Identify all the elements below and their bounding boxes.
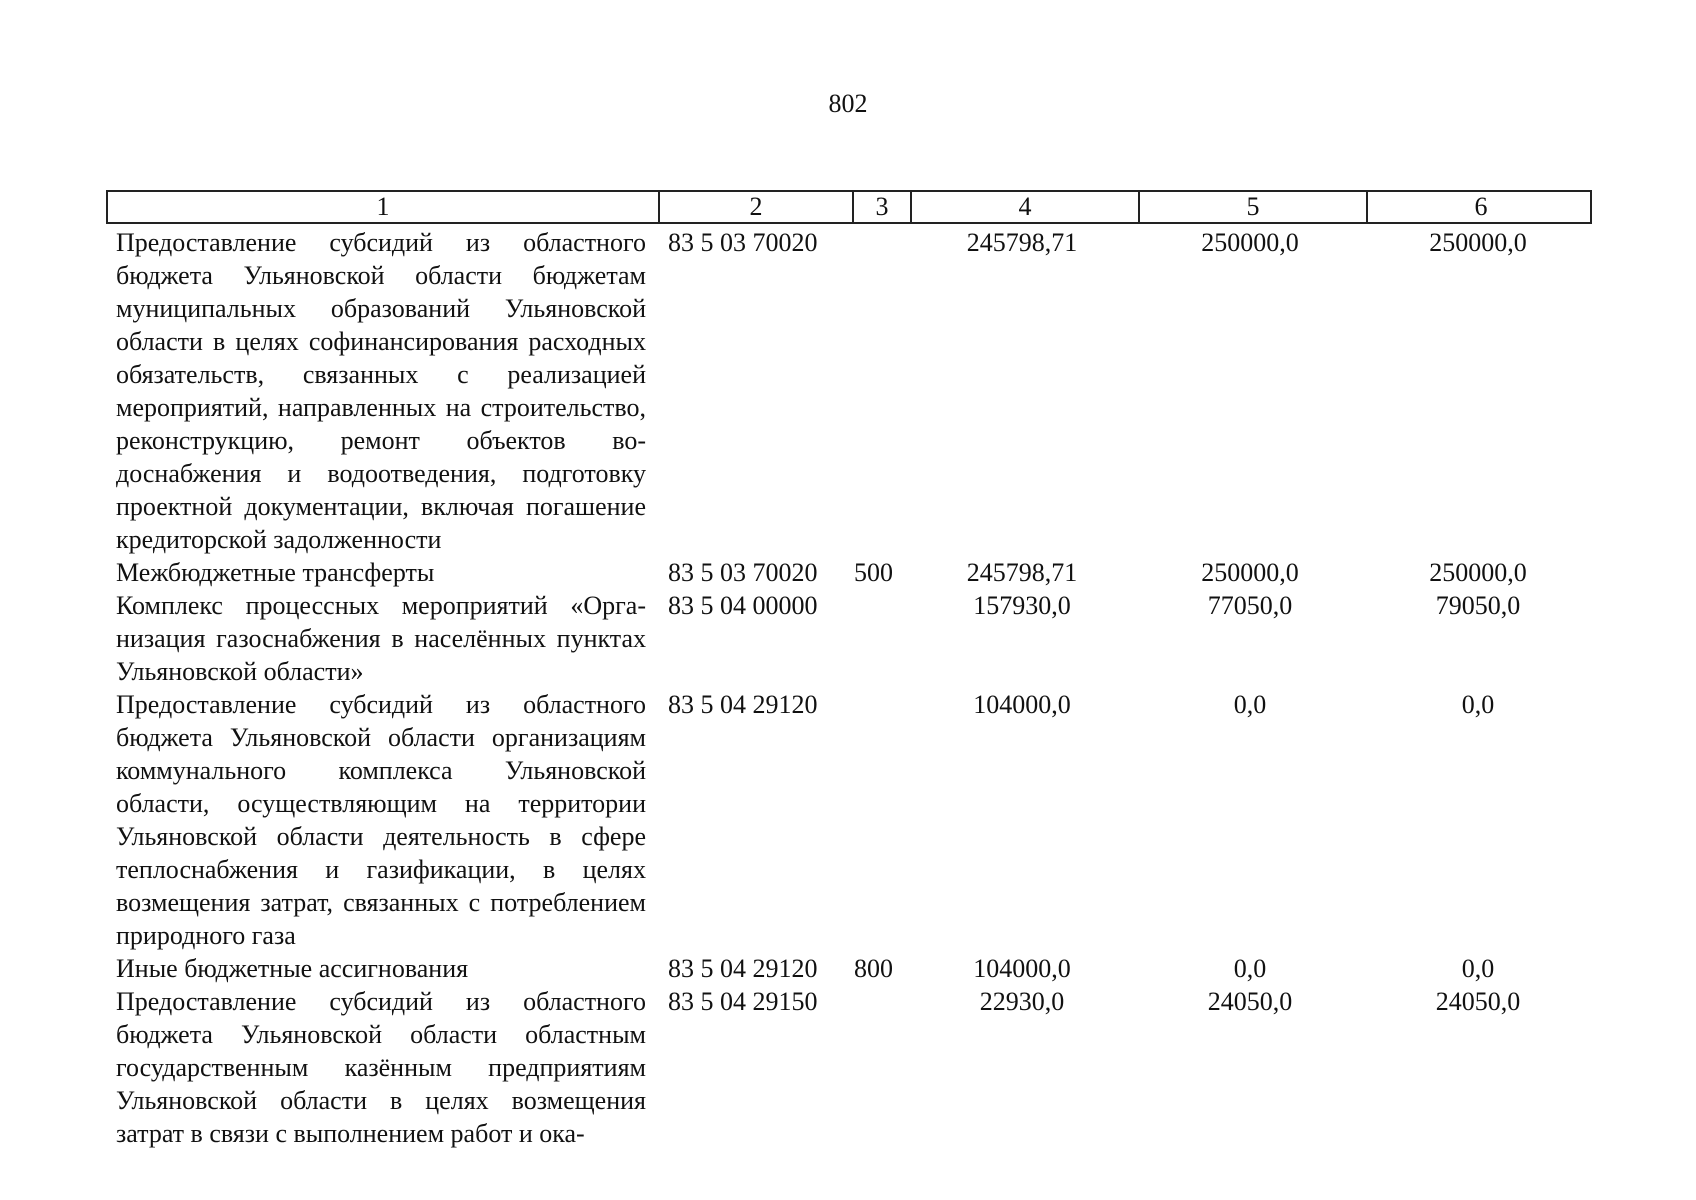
row-expense-type bbox=[850, 985, 908, 1150]
table-row bbox=[106, 952, 1592, 985]
page-number: 802 bbox=[828, 89, 868, 118]
table-row bbox=[106, 226, 1592, 556]
row-value-col5: 77050,0 bbox=[1207, 591, 1293, 620]
row-value-col4: 22930,0 bbox=[979, 987, 1065, 1016]
row-value-col4: 104000,0 bbox=[973, 690, 1071, 719]
row-code: 83 5 03 70020 bbox=[668, 228, 818, 257]
row-name: Комплекс процессных мероприятий «Организация газоснабжения в населённых пунктах Ульяновской области» bbox=[116, 591, 646, 686]
row-name: Иные бюджетные ассигнования bbox=[116, 954, 469, 983]
row-expense-type: 500 bbox=[854, 558, 893, 587]
row-name: Предоставление субсидий из областного бюджета Ульяновской области областным государственным казённым предприятиям Ульяновской области в целях возмещения затрат в связи с выполнением работ и ока- bbox=[116, 987, 646, 1148]
row-value-col4: 245798,71 bbox=[966, 228, 1078, 257]
row-code: 83 5 04 29120 bbox=[668, 690, 818, 719]
row-code: 83 5 04 29120 bbox=[668, 954, 818, 983]
table-row bbox=[106, 688, 1592, 952]
row-value-col4: 245798,71 bbox=[966, 558, 1078, 587]
row-expense-type bbox=[850, 226, 908, 556]
row-value-col5: 250000,0 bbox=[1201, 558, 1299, 587]
row-value-col5: 250000,0 bbox=[1201, 228, 1299, 257]
row-name: Межбюджетные трансферты bbox=[116, 558, 435, 587]
header-col-4: 4 bbox=[910, 192, 1138, 222]
budget-table bbox=[106, 190, 1592, 1150]
row-expense-type: 800 bbox=[854, 954, 893, 983]
header-col-3: 3 bbox=[852, 192, 910, 222]
row-name: Предоставление субсидий из областного бюджета Ульяновской области бюджетам муниципальных образований Ульяновской области в целях софинансирования расходных обязательств, связанных с реализацией мероприятий, направленных на строительство, реконструкцию, ремонт объектов водоснабжения и водоотведения, подготовку проектной документации, включая погашение кредиторской задолженности bbox=[116, 228, 646, 554]
row-value-col6: 0,0 bbox=[1461, 690, 1495, 719]
row-value-col6: 250000,0 bbox=[1429, 558, 1527, 587]
header-col-2: 2 bbox=[658, 192, 852, 222]
row-code: 83 5 04 29150 bbox=[668, 987, 818, 1016]
header-col-5: 5 bbox=[1138, 192, 1366, 222]
row-value-col5: 0,0 bbox=[1233, 954, 1267, 983]
row-value-col5: 0,0 bbox=[1233, 690, 1267, 719]
row-value-col4: 157930,0 bbox=[973, 591, 1071, 620]
table-row bbox=[106, 985, 1592, 1150]
row-value-col6: 79050,0 bbox=[1435, 591, 1521, 620]
header-col-1: 1 bbox=[376, 192, 390, 221]
row-name: Предоставление субсидий из областного бюджета Ульяновской области организациям коммунального комплекса Ульяновской области, осуществляющим на территории Ульяновской области деятельность в сфере теплоснабжения и газификации, в целях возмещения затрат, связанных с потреблением природного газа bbox=[116, 690, 646, 950]
header-col-6: 6 bbox=[1366, 192, 1594, 222]
table-row bbox=[106, 556, 1592, 589]
row-value-col5: 24050,0 bbox=[1207, 987, 1293, 1016]
row-value-col6: 0,0 bbox=[1461, 954, 1495, 983]
row-value-col4: 104000,0 bbox=[973, 954, 1071, 983]
table-body bbox=[106, 226, 1592, 1150]
row-expense-type bbox=[850, 589, 908, 688]
table-row bbox=[106, 589, 1592, 688]
row-code: 83 5 03 70020 bbox=[668, 558, 818, 587]
row-code: 83 5 04 00000 bbox=[668, 591, 818, 620]
row-value-col6: 250000,0 bbox=[1429, 228, 1527, 257]
row-expense-type bbox=[850, 688, 908, 952]
row-value-col6: 24050,0 bbox=[1435, 987, 1521, 1016]
table-header bbox=[106, 190, 1592, 224]
